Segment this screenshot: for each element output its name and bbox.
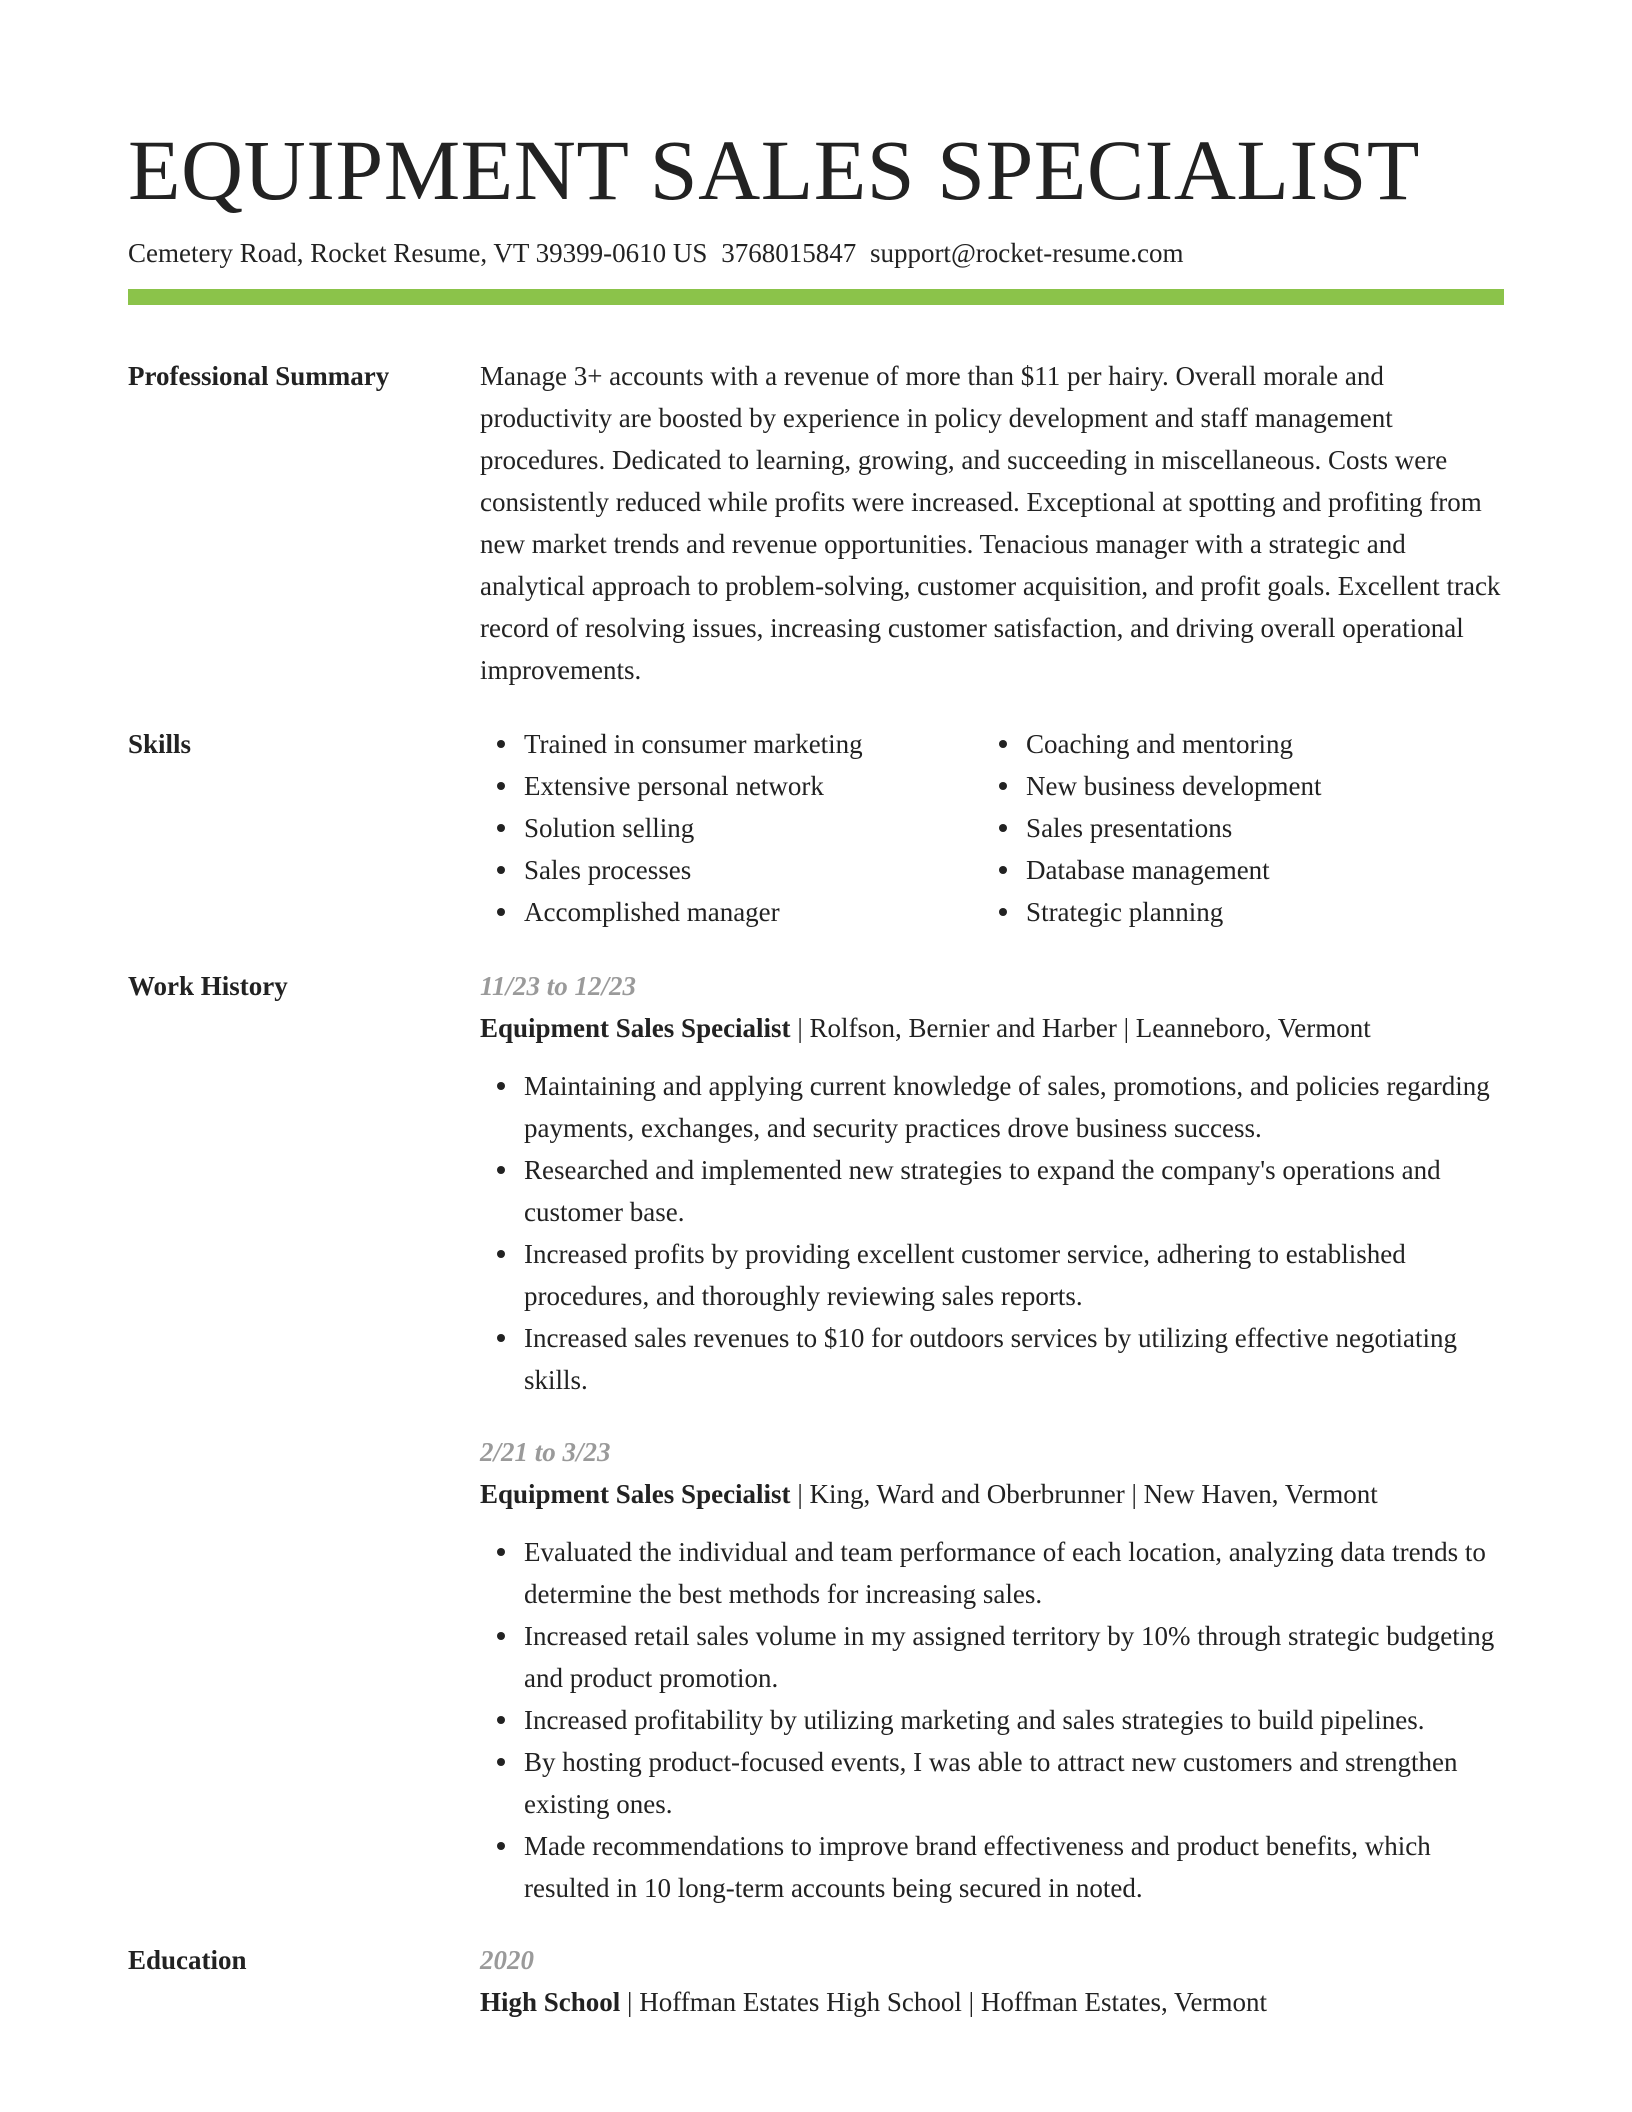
summary-section bbox=[128, 355, 1504, 691]
work-history-heading: Work History bbox=[128, 971, 288, 1001]
work-history-list bbox=[480, 965, 1504, 1909]
job-header bbox=[480, 1473, 1504, 1515]
skill-item: Sales processes bbox=[524, 849, 982, 891]
job-bullet: Increased sales revenues to $10 for outdoors services by utilizing effective negotiating skills. bbox=[524, 1317, 1504, 1401]
job-bullet: Made recommendations to improve brand effectiveness and product benefits, which resulted in 10 long-term accounts being secured in noted. bbox=[524, 1825, 1504, 1909]
education-section bbox=[128, 1939, 1504, 2023]
job-bullets bbox=[480, 1531, 1504, 1909]
education-heading: Education bbox=[128, 1945, 247, 1975]
skill-item: Sales presentations bbox=[1026, 807, 1504, 849]
job-entry bbox=[480, 965, 1504, 1401]
job-bullet: By hosting product-focused events, I was able to attract new customers and strengthen existing ones. bbox=[524, 1741, 1504, 1825]
job-bullet: Increased profitability by utilizing marketing and sales strategies to build pipelines. bbox=[524, 1699, 1504, 1741]
job-bullet: Maintaining and applying current knowledge of sales, promotions, and policies regarding payments, exchanges, and security practices drove business success. bbox=[524, 1065, 1504, 1149]
skill-item: Database management bbox=[1026, 849, 1504, 891]
contact-phone: 3768015847 bbox=[721, 238, 857, 268]
resume-name: EQUIPMENT SALES SPECIALIST bbox=[128, 122, 1420, 218]
education-entry bbox=[480, 1939, 1504, 2023]
job-header bbox=[480, 1007, 1504, 1049]
job-details: | Rolfson, Bernier and Harber | Leanneboro, Vermont bbox=[790, 1013, 1371, 1043]
job-bullet: Increased retail sales volume in my assigned territory by 10% through strategic budgeting and product promotion. bbox=[524, 1615, 1504, 1699]
skills-column-right bbox=[982, 723, 1504, 933]
skill-item: Accomplished manager bbox=[524, 891, 982, 933]
education-details: | Hoffman Estates High School | Hoffman Estates, Vermont bbox=[620, 1987, 1268, 2017]
contact-line bbox=[128, 236, 1504, 270]
skill-item: Trained in consumer marketing bbox=[524, 723, 982, 765]
skill-item: Strategic planning bbox=[1026, 891, 1504, 933]
job-title: Equipment Sales Specialist bbox=[480, 1013, 791, 1043]
education-year: 2020 bbox=[480, 1945, 534, 1975]
work-history-section bbox=[128, 965, 1504, 1909]
skill-item: Coaching and mentoring bbox=[1026, 723, 1504, 765]
job-entry bbox=[480, 1431, 1504, 1909]
job-details: | King, Ward and Oberbrunner | New Haven, Vermont bbox=[790, 1479, 1378, 1509]
job-bullets bbox=[480, 1065, 1504, 1401]
education-degree: High School bbox=[480, 1987, 621, 2017]
skills-section bbox=[128, 723, 1504, 933]
contact-address: Cemetery Road, Rocket Resume, VT 39399-0610 US bbox=[128, 238, 708, 268]
summary-heading: Professional Summary bbox=[128, 361, 390, 391]
skill-item: Solution selling bbox=[524, 807, 982, 849]
resume-page bbox=[128, 0, 1504, 2023]
header-divider bbox=[128, 289, 1504, 305]
summary-text: Manage 3+ accounts with a revenue of more than $11 per hairy. Overall morale and productivity are boosted by experience in policy development and staff management procedures. Dedicated to learning, growing, and succeeding in miscellaneous. Costs were consistently reduced while profits were increased. Exceptional at spotting and profiting from new market trends and revenue opportunities. Tenacious manager with a strategic and analytical approach to problem-solving, customer acquisition, and profit goals. Excellent track record of resolving issues, increasing customer satisfaction, and driving overall operational improvements. bbox=[480, 361, 1501, 685]
contact-email: support@rocket-resume.com bbox=[869, 238, 1184, 268]
skill-item: New business development bbox=[1026, 765, 1504, 807]
skills-heading: Skills bbox=[128, 729, 192, 759]
skills-list bbox=[480, 723, 1504, 933]
skill-item: Extensive personal network bbox=[524, 765, 982, 807]
education-header bbox=[480, 1981, 1504, 2023]
job-bullet: Researched and implemented new strategies to expand the company's operations and customer base. bbox=[524, 1149, 1504, 1233]
job-dates: 2/21 to 3/23 bbox=[480, 1437, 611, 1467]
job-bullet: Evaluated the individual and team performance of each location, analyzing data trends to determine the best methods for increasing sales. bbox=[524, 1531, 1504, 1615]
job-bullet: Increased profits by providing excellent customer service, adhering to established procedures, and thoroughly reviewing sales reports. bbox=[524, 1233, 1504, 1317]
job-dates: 11/23 to 12/23 bbox=[480, 971, 637, 1001]
job-title: Equipment Sales Specialist bbox=[480, 1479, 791, 1509]
skills-column-left bbox=[480, 723, 982, 933]
